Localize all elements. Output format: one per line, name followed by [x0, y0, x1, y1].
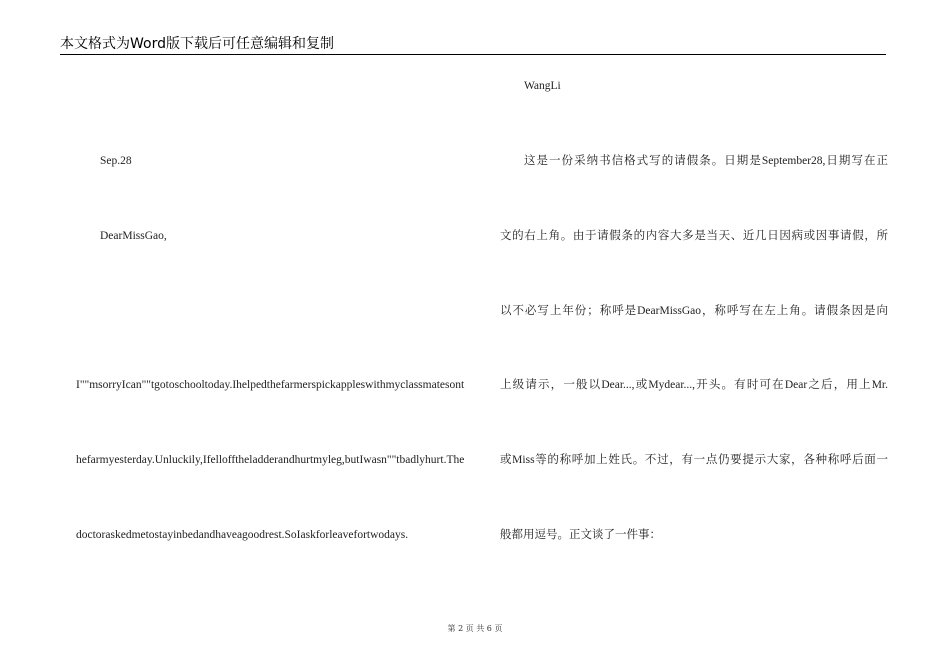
letter-body-line: I""msorryIcan""tgotoschooltoday.Ihelpedthefarmerspickappleswithmyclassmatesont [76, 379, 465, 391]
letter-body-line: hefarmyesterday.Unluckily,Ifellofftheladderandhurtmyleg,butIwasn""tbadlyhurt.The [76, 454, 465, 466]
explanation-line: 文的右上角。由于请假条的内容大多是当天、近几日因病或因事请假，所 [500, 230, 888, 242]
explanation-line: 或Miss等的称呼加上姓氏。不过，有一点仍要提示大家，各种称呼后面一 [500, 454, 888, 466]
explanation-line: 这是一份采纳书信格式写的请假条。日期是September28,日期写在正 [524, 155, 888, 167]
page-header-title: 本文格式为Word版下载后可任意编辑和复制 [60, 36, 334, 52]
letter-body-line: doctoraskedmetostayinbedandhaveagoodrest.SoIaskforleavefortwodays. [76, 529, 409, 541]
letter-date: Sep.28 [100, 155, 132, 167]
letter-salutation: DearMissGao, [100, 230, 167, 242]
explanation-line: 般都用逗号。正文谈了一件事： [500, 529, 661, 541]
explanation-line: 上级请示，一般以Dear...,或Mydear...,开头。有时可在Dear之后，用上Mr. [500, 379, 888, 391]
explanation-line: 以不必写上年份；称呼是DearMissGao，称呼写在左上角。请假条因是向 [500, 305, 888, 317]
page-number-footer: 第 2 页 共 6 页 [447, 624, 503, 633]
header-divider [60, 54, 886, 55]
letter-signature: WangLi [524, 80, 561, 92]
